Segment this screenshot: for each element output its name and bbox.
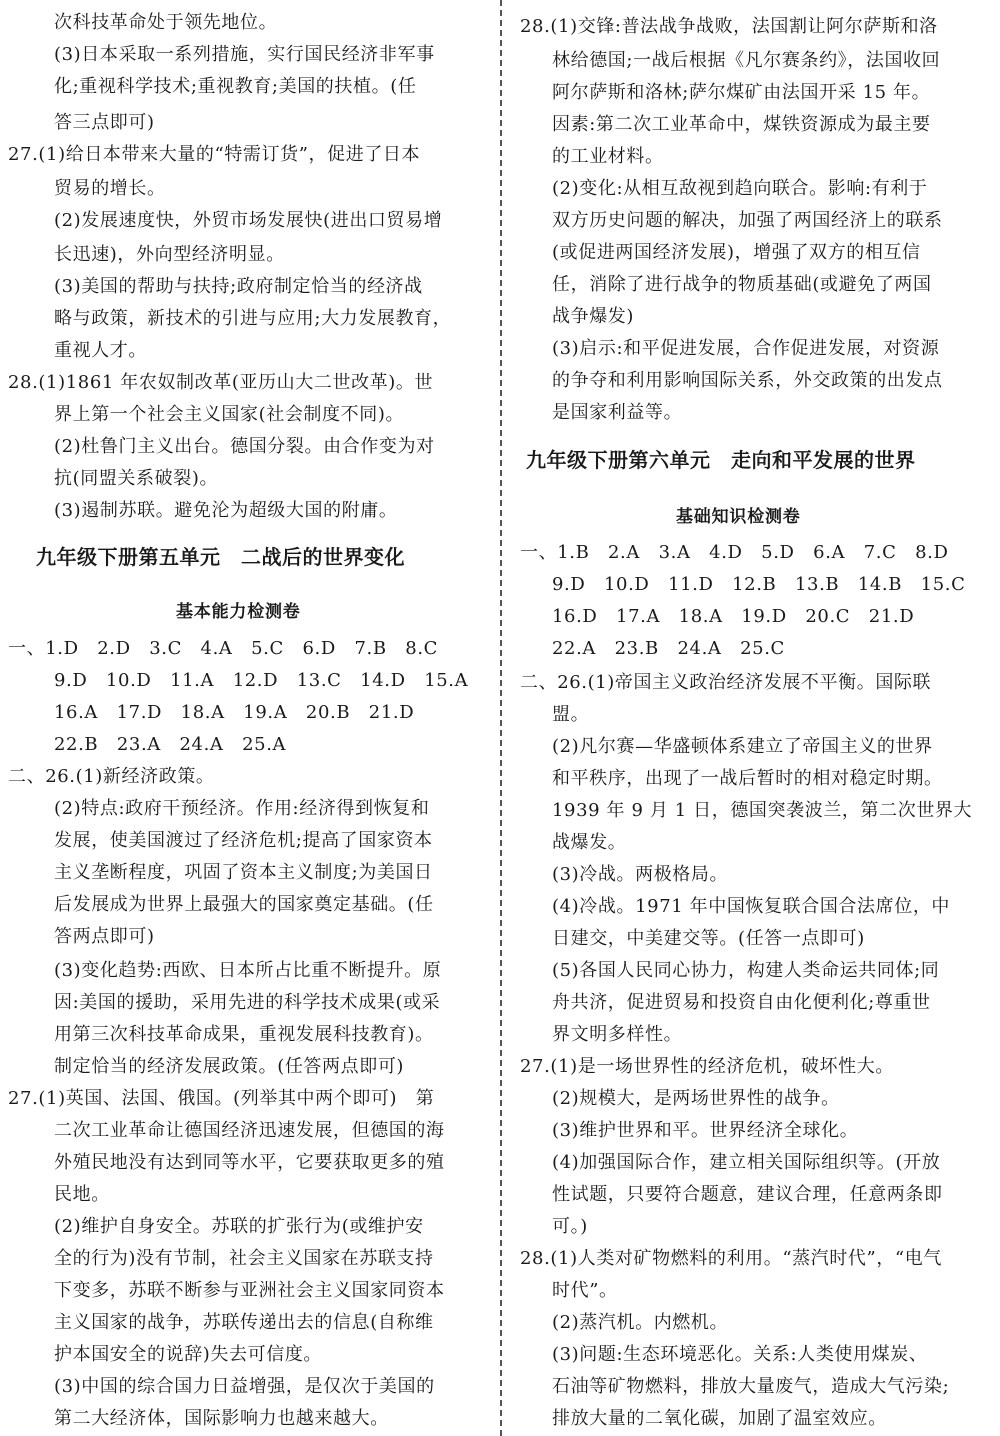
text-line: 重视人才。 <box>54 340 147 361</box>
text-line: (2)发展速度快，外贸市场发展快(进出口贸易增 <box>54 210 443 231</box>
answer-line: 22.A 23.B 24.A 25.C <box>552 638 785 659</box>
text-line: 27.(1)是一场世界性的经济危机，破坏性大。 <box>520 1056 894 1077</box>
text-line: 双方历史问题的解决，加强了两国经济上的联系 <box>552 210 943 231</box>
text-line: 是国家利益等。 <box>552 402 683 423</box>
text-line: 主义垄断程度，巩固了资本主义制度;为美国日 <box>54 862 433 883</box>
answer-line: 一、1.B 2.A 3.A 4.D 5.D 6.A 7.C 8.D <box>520 542 949 563</box>
text-line: (4)加强国际合作，建立相关国际组织等。(开放 <box>552 1152 941 1173</box>
text-line: 化;重视科学技术;重视教育;美国的扶植。(任 <box>54 76 417 97</box>
text-line: 发展，使美国渡过了经济危机;提高了国家资本 <box>54 830 433 851</box>
text-line: (3)冷战。两极格局。 <box>552 864 729 885</box>
text-line: (3)启示:和平促进发展，合作促进发展，对资源 <box>552 338 940 359</box>
text-line: 二、26.(1)帝国主义政治经济发展不平衡。国际联 <box>520 672 932 693</box>
answer-line: 16.A 17.D 18.A 19.A 20.B 21.D <box>54 702 415 723</box>
text-line: 时代”。 <box>552 1280 618 1301</box>
text-line: (3)美国的帮助与扶持;政府制定恰当的经济战 <box>54 276 423 297</box>
text-line: (2)维护自身安全。苏联的扩张行为(或维护安 <box>54 1216 424 1237</box>
text-line: (3)日本采取一系列措施，实行国民经济非军事 <box>54 44 435 65</box>
unit-heading: 九年级下册第五单元 二战后的世界变化 <box>36 545 405 569</box>
text-line: 战争爆发) <box>552 306 635 327</box>
answer-line: 9.D 10.D 11.A 12.D 13.C 14.D 15.A <box>54 670 469 691</box>
text-line: 战爆发。 <box>552 832 627 853</box>
text-line: 略与政策，新技术的引进与应用;大力发展教育， <box>54 308 452 329</box>
text-line: 林给德国;一战后根据《凡尔赛条约》，法国收回 <box>552 50 941 71</box>
text-line: 民地。 <box>54 1184 110 1205</box>
text-line: 27.(1)给日本带来大量的“特需订货”，促进了日本 <box>8 144 421 165</box>
text-line: (2)规模大，是两场世界性的战争。 <box>552 1088 840 1109</box>
text-line: 次科技革命处于领先地位。 <box>54 12 278 33</box>
text-line: (2)凡尔赛—华盛顿体系建立了帝国主义的世界 <box>552 736 933 757</box>
text-line: 阿尔萨斯和洛林;萨尔煤矿由法国开采 15 年。 <box>552 82 931 103</box>
text-line: 答三点即可) <box>54 112 155 133</box>
section-heading: 基础知识检测卷 <box>676 507 801 527</box>
section-heading: 基本能力检测卷 <box>176 602 301 622</box>
unit-heading: 九年级下册第六单元 走向和平发展的世界 <box>526 448 916 472</box>
text-line: 盟。 <box>552 704 590 725</box>
text-line: (3)变化趋势:西欧、日本所占比重不断提升。原 <box>54 960 442 981</box>
text-line: 28.(1)人类对矿物燃料的利用。“蒸汽时代”，“电气 <box>520 1248 942 1269</box>
text-line: 长迅速)，外向型经济明显。 <box>54 244 285 265</box>
text-line: 全的行为)没有节制，社会主义国家在苏联支持 <box>54 1248 434 1269</box>
text-line: 和平秩序，出现了一战后暂时的相对稳定时期。 <box>552 768 943 789</box>
text-line: 主义国家的战争，苏联传递出去的信息(自称维 <box>54 1312 434 1333</box>
text-line: (2)杜鲁门主义出台。德国分裂。由合作变为对 <box>54 436 435 457</box>
text-line: 后发展成为世界上最强大的国家奠定基础。(任 <box>54 894 434 915</box>
text-line: 因:美国的援助，采用先进的科学技术成果(或采 <box>54 992 441 1013</box>
text-line: 因素:第二次工业革命中，煤铁资源成为最主要 <box>552 114 931 135</box>
text-line: 1939 年 9 月 1 日，德国突袭波兰，第二次世界大 <box>552 800 973 821</box>
text-line: (或促进两国经济发展)，增强了双方的相互信 <box>552 242 921 263</box>
text-line: 界上第一个社会主义国家(社会制度不同)。 <box>54 404 405 425</box>
text-line: 性试题，只要符合题意，建议合理，任意两条即 <box>552 1184 943 1205</box>
text-line: (3)问题:生态环境恶化。关系:人类使用煤炭、 <box>552 1344 928 1365</box>
text-line: (3)维护世界和平。世界经济全球化。 <box>552 1120 859 1141</box>
answer-line: 22.B 23.A 24.A 25.A <box>54 734 287 755</box>
text-line: 排放大量的二氧化碳，加剧了温室效应。 <box>552 1408 887 1429</box>
answer-line: 一、1.D 2.D 3.C 4.A 5.C 6.D 7.B 8.C <box>8 638 439 659</box>
text-line: 界文明多样性。 <box>552 1024 683 1045</box>
text-line: 抗(同盟关系破裂)。 <box>54 468 219 489</box>
text-line: 的争夺和利用影响国际关系，外交政策的出发点 <box>552 370 943 391</box>
text-line: (4)冷战。1971 年中国恢复联合国合法席位，中 <box>552 896 951 917</box>
text-line: 贸易的增长。 <box>54 178 166 199</box>
answer-line: 16.D 17.A 18.A 19.D 20.C 21.D <box>552 606 915 627</box>
text-line: 的工业材料。 <box>552 146 664 167</box>
text-line: 下变多，苏联不断参与亚洲社会主义国家同资本 <box>54 1280 445 1301</box>
text-line: (5)各国人民同心协力，构建人类命运共同体;同 <box>552 960 940 981</box>
text-line: 可。) <box>552 1216 588 1237</box>
text-line: (2)变化:从相互敌视到趋向联合。影响:有利于 <box>552 178 928 199</box>
text-line: 护本国安全的说辞)失去可信度。 <box>54 1344 323 1365</box>
text-line: 二次工业革命让德国经济迅速发展，但德国的海 <box>54 1120 445 1141</box>
text-line: 舟共济，促进贸易和投资自由化便利化;尊重世 <box>552 992 931 1013</box>
text-line: 日建交，中美建交等。(任答一点即可) <box>552 928 865 949</box>
text-line: 用第三次科技革命成果，重视发展科技教育)。 <box>54 1024 434 1045</box>
text-line: 制定恰当的经济发展政策。(任答两点即可) <box>54 1056 405 1077</box>
column-divider <box>500 0 502 1436</box>
text-line: 二、26.(1)新经济政策。 <box>8 766 215 787</box>
text-line: 第二大经济体，国际影响力也越来越大。 <box>54 1408 389 1429</box>
text-line: 外殖民地没有达到同等水平，它要获取更多的殖 <box>54 1152 445 1173</box>
text-line: 27.(1)英国、法国、俄国。(列举其中两个即可) 第 <box>8 1088 435 1109</box>
answer-line: 9.D 10.D 11.D 12.B 13.B 14.B 15.C <box>552 574 966 595</box>
text-line: 石油等矿物燃料，排放大量废气，造成大气污染; <box>552 1376 950 1397</box>
text-line: 28.(1)1861 年农奴制改革(亚历山大二世改革)。世 <box>8 372 434 393</box>
text-line: 28.(1)交锋:普法战争战败，法国割让阿尔萨斯和洛 <box>520 16 938 37</box>
text-line: (2)特点:政府干预经济。作用:经济得到恢复和 <box>54 798 430 819</box>
text-line: 任，消除了进行战争的物质基础(或避免了两国 <box>552 274 932 295</box>
text-line: (3)遏制苏联。避免沦为超级大国的附庸。 <box>54 500 398 521</box>
text-line: (2)蒸汽机。内燃机。 <box>552 1312 729 1333</box>
text-line: (3)中国的综合国力日益增强，是仅次于美国的 <box>54 1376 435 1397</box>
text-line: 答两点即可) <box>54 926 155 947</box>
